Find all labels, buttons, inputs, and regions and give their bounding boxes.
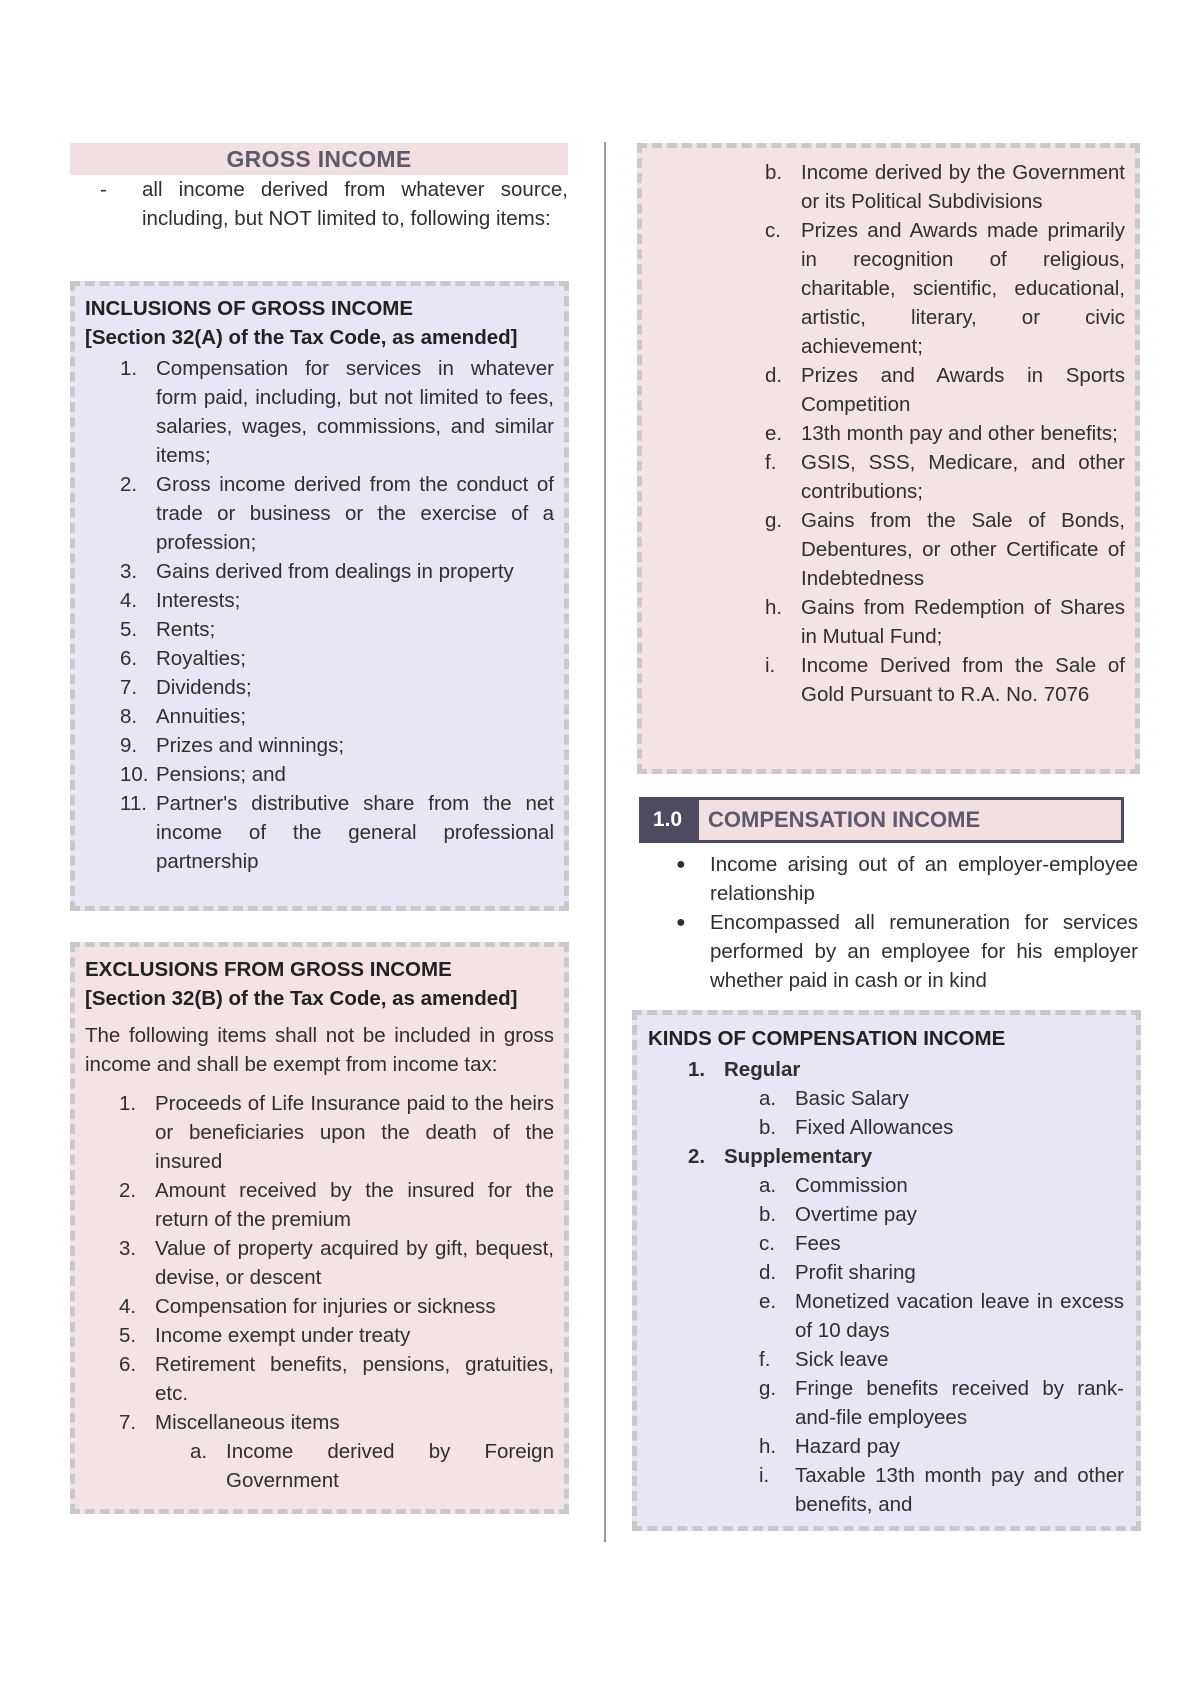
- list-item: ● Income arising out of an employer-employee relationship: [710, 850, 1138, 908]
- exclusions-box: [70, 942, 569, 1514]
- list-item: g. Gains from the Sale of Bonds, Debentures, or other Certificate of Indebtedness: [765, 509, 1125, 590]
- definition-text: all income derived from whatever source, including, but NOT limited to, following items:: [142, 178, 568, 230]
- dash-bullet: -: [100, 178, 107, 201]
- list-item: 7. Miscellaneous items a. Income derived by Foreign Government: [155, 1408, 554, 1495]
- list-item: e. 13th month pay and other benefits;: [765, 422, 1118, 445]
- list-item: 6. Retirement benefits, pensions, gratuities, etc.: [119, 1353, 554, 1405]
- gross-income-title: GROSS INCOME: [70, 143, 568, 175]
- list-item: 5. Rents;: [120, 618, 216, 641]
- list-item: 1. Proceeds of Life Insurance paid to the heirs or beneficiaries upon the death of the insured: [119, 1092, 554, 1173]
- column-divider: [604, 142, 606, 1542]
- list-item: d. Prizes and Awards in Sports Competition: [765, 364, 1125, 416]
- list-item: f. Sick leave: [759, 1348, 889, 1371]
- list-item: 10. Pensions; and: [120, 763, 286, 786]
- exclusions-continued-box: [637, 143, 1140, 774]
- bullet-icon: ●: [676, 914, 686, 931]
- list-item: b. Overtime pay: [759, 1203, 917, 1226]
- inclusions-box: [70, 281, 569, 911]
- list-item: 7. Dividends;: [120, 676, 252, 699]
- exclusions-section-ref: [Section 32(B) of the Tax Code, as amended]: [85, 987, 518, 1010]
- regular-label: Regular: [724, 1058, 801, 1081]
- list-item: i. Taxable 13th month pay and other benefits, and: [759, 1464, 1124, 1516]
- list-item: 11. Partner's distributive share from the net income of the general professional partnership: [120, 792, 554, 873]
- bullet-icon: ●: [676, 856, 686, 873]
- list-item: 2. Supplementary a. Commission b. Overtime pay c. Fees d. Profit sharing e. Monetized vacation leave in excess of 10 days f. Sick leave g. Fringe benefits received by rank-and-file employees h. Hazard pay i. Taxable 13th month pay and other benefits, and: [724, 1142, 1124, 1519]
- kinds-title: KINDS OF COMPENSATION INCOME: [648, 1027, 1006, 1050]
- list-item: 4. Interests;: [120, 589, 241, 612]
- list-item: b. Income derived by the Government or its Political Subdivisions: [765, 161, 1125, 213]
- exclusions-title: EXCLUSIONS FROM GROSS INCOME: [85, 958, 452, 981]
- list-item: a. Income derived by Foreign Government: [190, 1440, 554, 1492]
- list-item: 3. Gains derived from dealings in property: [120, 560, 514, 583]
- list-item: e. Monetized vacation leave in excess of 10 days: [759, 1290, 1124, 1342]
- supplementary-items: [759, 1171, 1124, 1519]
- inclusions-title: INCLUSIONS OF GROSS INCOME: [85, 297, 414, 320]
- list-item: b. Fixed Allowances: [759, 1116, 954, 1139]
- list-item: 9. Prizes and winnings;: [120, 734, 345, 757]
- exclusions-list: [119, 1089, 554, 1495]
- list-item: 6. Royalties;: [120, 647, 247, 670]
- regular-items: [759, 1084, 1124, 1142]
- list-item: 2. Gross income derived from the conduct of trade or business or the exercise of a profession;: [120, 473, 554, 554]
- list-item: d. Profit sharing: [759, 1261, 916, 1284]
- list-item: ● Encompassed all remuneration for services performed by an employee for his employer whether paid in cash or in kind: [710, 908, 1138, 995]
- misc-items-list: [190, 1437, 554, 1495]
- list-item: h. Gains from Redemption of Shares in Mutual Fund;: [765, 596, 1125, 648]
- misc-items-continued-list: [765, 158, 1125, 709]
- kinds-box: [632, 1010, 1141, 1531]
- list-item: c. Fees: [759, 1232, 841, 1255]
- supplementary-label: Supplementary: [724, 1145, 873, 1168]
- gross-income-definition: [100, 176, 568, 233]
- kinds-list: [688, 1055, 1124, 1519]
- list-item: 5. Income exempt under treaty: [119, 1324, 411, 1347]
- list-item: 1. Compensation for services in whatever form paid, including, but not limited to fees, salaries, wages, commissions, and similar items;: [120, 357, 554, 467]
- list-item: g. Fringe benefits received by rank-and-file employees: [759, 1377, 1124, 1429]
- section-title: COMPENSATION INCOME: [696, 797, 1124, 843]
- list-item: 1. Regular a. Basic Salary b. Fixed Allowances: [724, 1055, 1124, 1142]
- inclusions-section-ref: [Section 32(A) of the Tax Code, as amended]: [85, 326, 518, 349]
- list-item: a. Basic Salary: [759, 1087, 909, 1110]
- list-item: c. Prizes and Awards made primarily in recognition of religious, charitable, scientific, educational, artistic, literary, or civic achievement;: [765, 219, 1125, 358]
- exclusions-intro: The following items shall not be included in gross income and shall be exempt from income tax:: [85, 1024, 554, 1076]
- list-item: 2. Amount received by the insured for the return of the premium: [119, 1179, 554, 1231]
- compensation-definition: [676, 850, 1138, 995]
- list-item: 4. Compensation for injuries or sickness: [119, 1295, 496, 1318]
- list-item: i. Income Derived from the Sale of Gold Pursuant to R.A. No. 7076: [765, 654, 1125, 706]
- list-item: h. Hazard pay: [759, 1435, 900, 1458]
- list-item: 8. Annuities;: [120, 705, 247, 728]
- list-item: 3. Value of property acquired by gift, bequest, devise, or descent: [119, 1237, 554, 1289]
- compensation-income-header: [639, 797, 1124, 843]
- definition-bullets: [676, 850, 1138, 995]
- list-item: f. GSIS, SSS, Medicare, and other contributions;: [765, 451, 1125, 503]
- section-number: 1.0: [639, 797, 696, 843]
- list-item: a. Commission: [759, 1174, 908, 1197]
- inclusions-list: [120, 354, 554, 876]
